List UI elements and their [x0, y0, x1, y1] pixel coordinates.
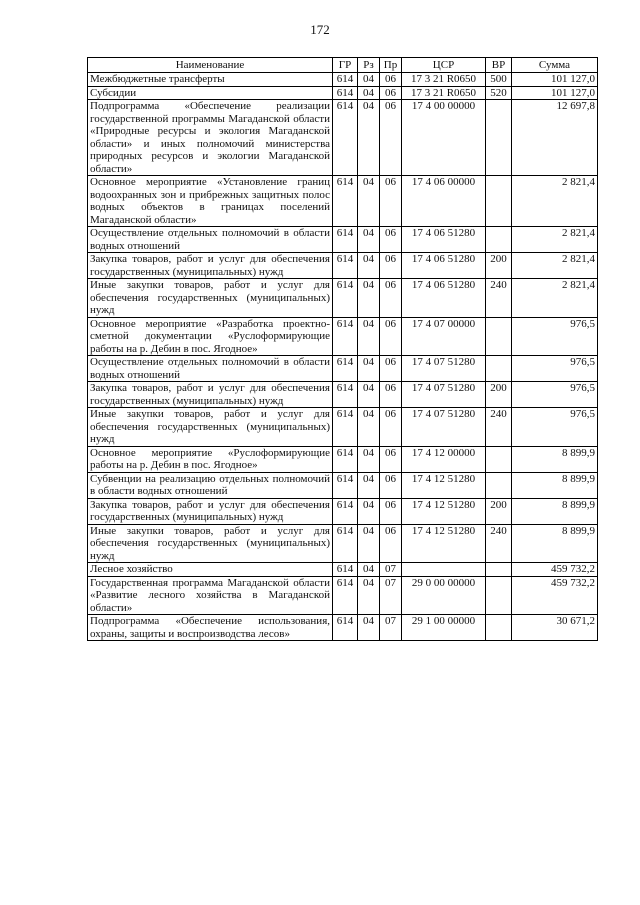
cell-rz: 04	[358, 227, 380, 253]
cell-vr: 240	[486, 279, 512, 318]
cell-csr: 17 4 07 51280	[402, 408, 486, 447]
cell-rz: 04	[358, 408, 380, 447]
cell-rz: 04	[358, 382, 380, 408]
cell-pr: 06	[380, 73, 402, 87]
cell-csr: 29 0 00 00000	[402, 576, 486, 615]
cell-vr: 500	[486, 73, 512, 87]
cell-rz: 04	[358, 356, 380, 382]
cell-sum: 8 899,9	[512, 524, 598, 563]
cell-vr: 200	[486, 382, 512, 408]
cell-sum: 976,5	[512, 408, 598, 447]
table-row	[88, 524, 598, 563]
cell-pr: 06	[380, 227, 402, 253]
cell-csr: 17 4 12 51280	[402, 524, 486, 563]
cell-vr	[486, 615, 512, 641]
cell-gr: 614	[333, 86, 358, 100]
cell-pr: 06	[380, 279, 402, 318]
cell-gr: 614	[333, 498, 358, 524]
cell-pr: 06	[380, 524, 402, 563]
table-row	[88, 317, 598, 356]
cell-vr	[486, 472, 512, 498]
cell-pr: 06	[380, 253, 402, 279]
cell-name: Основное мероприятие «Разработка проектно-сметной документации «Руслоформирующие работы на р. Дебин в пос. Ягодное»	[88, 317, 333, 356]
cell-csr: 17 4 06 51280	[402, 279, 486, 318]
column-header-vr: ВР	[486, 58, 512, 73]
cell-pr: 06	[380, 472, 402, 498]
cell-gr: 614	[333, 408, 358, 447]
cell-rz: 04	[358, 279, 380, 318]
cell-pr: 06	[380, 446, 402, 472]
cell-name: Лесное хозяйство	[88, 563, 333, 577]
cell-name: Осуществление отдельных полномочий в области водных отношений	[88, 356, 333, 382]
cell-pr: 06	[380, 176, 402, 227]
table-row	[88, 615, 598, 641]
cell-sum: 8 899,9	[512, 472, 598, 498]
cell-gr: 614	[333, 563, 358, 577]
cell-sum: 2 821,4	[512, 279, 598, 318]
cell-csr: 17 4 06 51280	[402, 253, 486, 279]
column-header-name: Наименование	[88, 58, 333, 73]
column-header-rz: Рз	[358, 58, 380, 73]
cell-name: Межбюджетные трансферты	[88, 73, 333, 87]
cell-csr: 29 1 00 00000	[402, 615, 486, 641]
table-row	[88, 253, 598, 279]
cell-sum: 8 899,9	[512, 446, 598, 472]
table-row	[88, 279, 598, 318]
cell-pr: 06	[380, 86, 402, 100]
cell-name: Подпрограмма «Обеспечение реализации государственной программы Магаданской области «Природные ресурсы и экология Магаданской области» и иных полномочий министерства природных ресурсов и экологии Магаданской области»	[88, 100, 333, 176]
cell-pr: 06	[380, 100, 402, 176]
cell-csr	[402, 563, 486, 577]
cell-vr: 520	[486, 86, 512, 100]
column-header-sum: Сумма	[512, 58, 598, 73]
cell-vr: 200	[486, 498, 512, 524]
cell-pr: 06	[380, 382, 402, 408]
cell-gr: 614	[333, 524, 358, 563]
cell-rz: 04	[358, 176, 380, 227]
cell-name: Субсидии	[88, 86, 333, 100]
column-header-csr: ЦСР	[402, 58, 486, 73]
table-body	[88, 73, 598, 641]
cell-sum: 2 821,4	[512, 176, 598, 227]
cell-csr: 17 4 06 00000	[402, 176, 486, 227]
cell-csr: 17 4 07 51280	[402, 356, 486, 382]
cell-csr: 17 4 00 00000	[402, 100, 486, 176]
table-row	[88, 227, 598, 253]
cell-rz: 04	[358, 100, 380, 176]
cell-rz: 04	[358, 524, 380, 563]
cell-csr: 17 4 07 00000	[402, 317, 486, 356]
cell-gr: 614	[333, 227, 358, 253]
cell-gr: 614	[333, 253, 358, 279]
table-row	[88, 176, 598, 227]
cell-gr: 614	[333, 615, 358, 641]
cell-gr: 614	[333, 100, 358, 176]
cell-pr: 07	[380, 615, 402, 641]
cell-name: Подпрограмма «Обеспечение использования, охраны, защиты и воспроизводства лесов»	[88, 615, 333, 641]
cell-sum: 2 821,4	[512, 227, 598, 253]
cell-name: Иные закупки товаров, работ и услуг для обеспечения государственных (муниципальных) нужд	[88, 408, 333, 447]
cell-csr: 17 3 21 R0650	[402, 86, 486, 100]
cell-csr: 17 3 21 R0650	[402, 73, 486, 87]
cell-name: Осуществление отдельных полномочий в области водных отношений	[88, 227, 333, 253]
cell-name: Основное мероприятие «Установление границ водоохранных зон и прибрежных защитных полос водных объектов в границах поселений Магаданской области»	[88, 176, 333, 227]
cell-pr: 07	[380, 563, 402, 577]
cell-sum: 459 732,2	[512, 563, 598, 577]
cell-sum: 30 671,2	[512, 615, 598, 641]
table-header-row	[88, 58, 598, 73]
table-row	[88, 446, 598, 472]
cell-gr: 614	[333, 73, 358, 87]
page-number: 172	[310, 22, 330, 37]
cell-name: Субвенции на реализацию отдельных полномочий в области водных отношений	[88, 472, 333, 498]
cell-rz: 04	[358, 446, 380, 472]
cell-vr	[486, 227, 512, 253]
cell-rz: 04	[358, 86, 380, 100]
cell-sum: 976,5	[512, 317, 598, 356]
cell-vr	[486, 176, 512, 227]
cell-vr: 200	[486, 253, 512, 279]
cell-rz: 04	[358, 563, 380, 577]
cell-vr	[486, 356, 512, 382]
cell-gr: 614	[333, 472, 358, 498]
cell-gr: 614	[333, 176, 358, 227]
cell-sum: 101 127,0	[512, 86, 598, 100]
cell-name: Закупка товаров, работ и услуг для обеспечения государственных (муниципальных) нужд	[88, 253, 333, 279]
table-row	[88, 86, 598, 100]
cell-sum: 976,5	[512, 382, 598, 408]
cell-gr: 614	[333, 382, 358, 408]
cell-vr: 240	[486, 524, 512, 563]
column-header-pr: Пр	[380, 58, 402, 73]
cell-sum: 976,5	[512, 356, 598, 382]
table-row	[88, 498, 598, 524]
cell-rz: 04	[358, 615, 380, 641]
cell-gr: 614	[333, 317, 358, 356]
cell-rz: 04	[358, 576, 380, 615]
cell-vr	[486, 446, 512, 472]
cell-csr: 17 4 07 51280	[402, 382, 486, 408]
cell-csr: 17 4 12 51280	[402, 472, 486, 498]
cell-pr: 06	[380, 356, 402, 382]
cell-name: Государственная программа Магаданской области «Развитие лесного хозяйства в Магаданской области»	[88, 576, 333, 615]
cell-pr: 06	[380, 317, 402, 356]
cell-rz: 04	[358, 73, 380, 87]
table-row	[88, 576, 598, 615]
cell-sum: 8 899,9	[512, 498, 598, 524]
cell-name: Закупка товаров, работ и услуг для обеспечения государственных (муниципальных) нужд	[88, 382, 333, 408]
cell-name: Основное мероприятие «Руслоформирующие работы на р. Дебин в пос. Ягодное»	[88, 446, 333, 472]
cell-gr: 614	[333, 279, 358, 318]
cell-name: Закупка товаров, работ и услуг для обеспечения государственных (муниципальных) нужд	[88, 498, 333, 524]
cell-rz: 04	[358, 472, 380, 498]
cell-vr	[486, 563, 512, 577]
budget-table	[87, 57, 598, 641]
cell-sum: 101 127,0	[512, 73, 598, 87]
column-header-gr: ГР	[333, 58, 358, 73]
cell-pr: 06	[380, 498, 402, 524]
cell-vr: 240	[486, 408, 512, 447]
table-row	[88, 408, 598, 447]
cell-gr: 614	[333, 576, 358, 615]
table-row	[88, 563, 598, 577]
cell-sum: 2 821,4	[512, 253, 598, 279]
cell-name: Иные закупки товаров, работ и услуг для обеспечения государственных (муниципальных) нужд	[88, 279, 333, 318]
cell-sum: 459 732,2	[512, 576, 598, 615]
cell-rz: 04	[358, 253, 380, 279]
table-row	[88, 472, 598, 498]
cell-rz: 04	[358, 498, 380, 524]
cell-rz: 04	[358, 317, 380, 356]
cell-csr: 17 4 12 51280	[402, 498, 486, 524]
table-row	[88, 356, 598, 382]
cell-vr	[486, 100, 512, 176]
cell-csr: 17 4 06 51280	[402, 227, 486, 253]
cell-csr: 17 4 12 00000	[402, 446, 486, 472]
cell-pr: 07	[380, 576, 402, 615]
cell-name: Иные закупки товаров, работ и услуг для обеспечения государственных (муниципальных) нужд	[88, 524, 333, 563]
cell-gr: 614	[333, 356, 358, 382]
table-row	[88, 73, 598, 87]
cell-gr: 614	[333, 446, 358, 472]
table-row	[88, 382, 598, 408]
cell-vr	[486, 576, 512, 615]
cell-vr	[486, 317, 512, 356]
table-row	[88, 100, 598, 176]
cell-pr: 06	[380, 408, 402, 447]
cell-sum: 12 697,8	[512, 100, 598, 176]
